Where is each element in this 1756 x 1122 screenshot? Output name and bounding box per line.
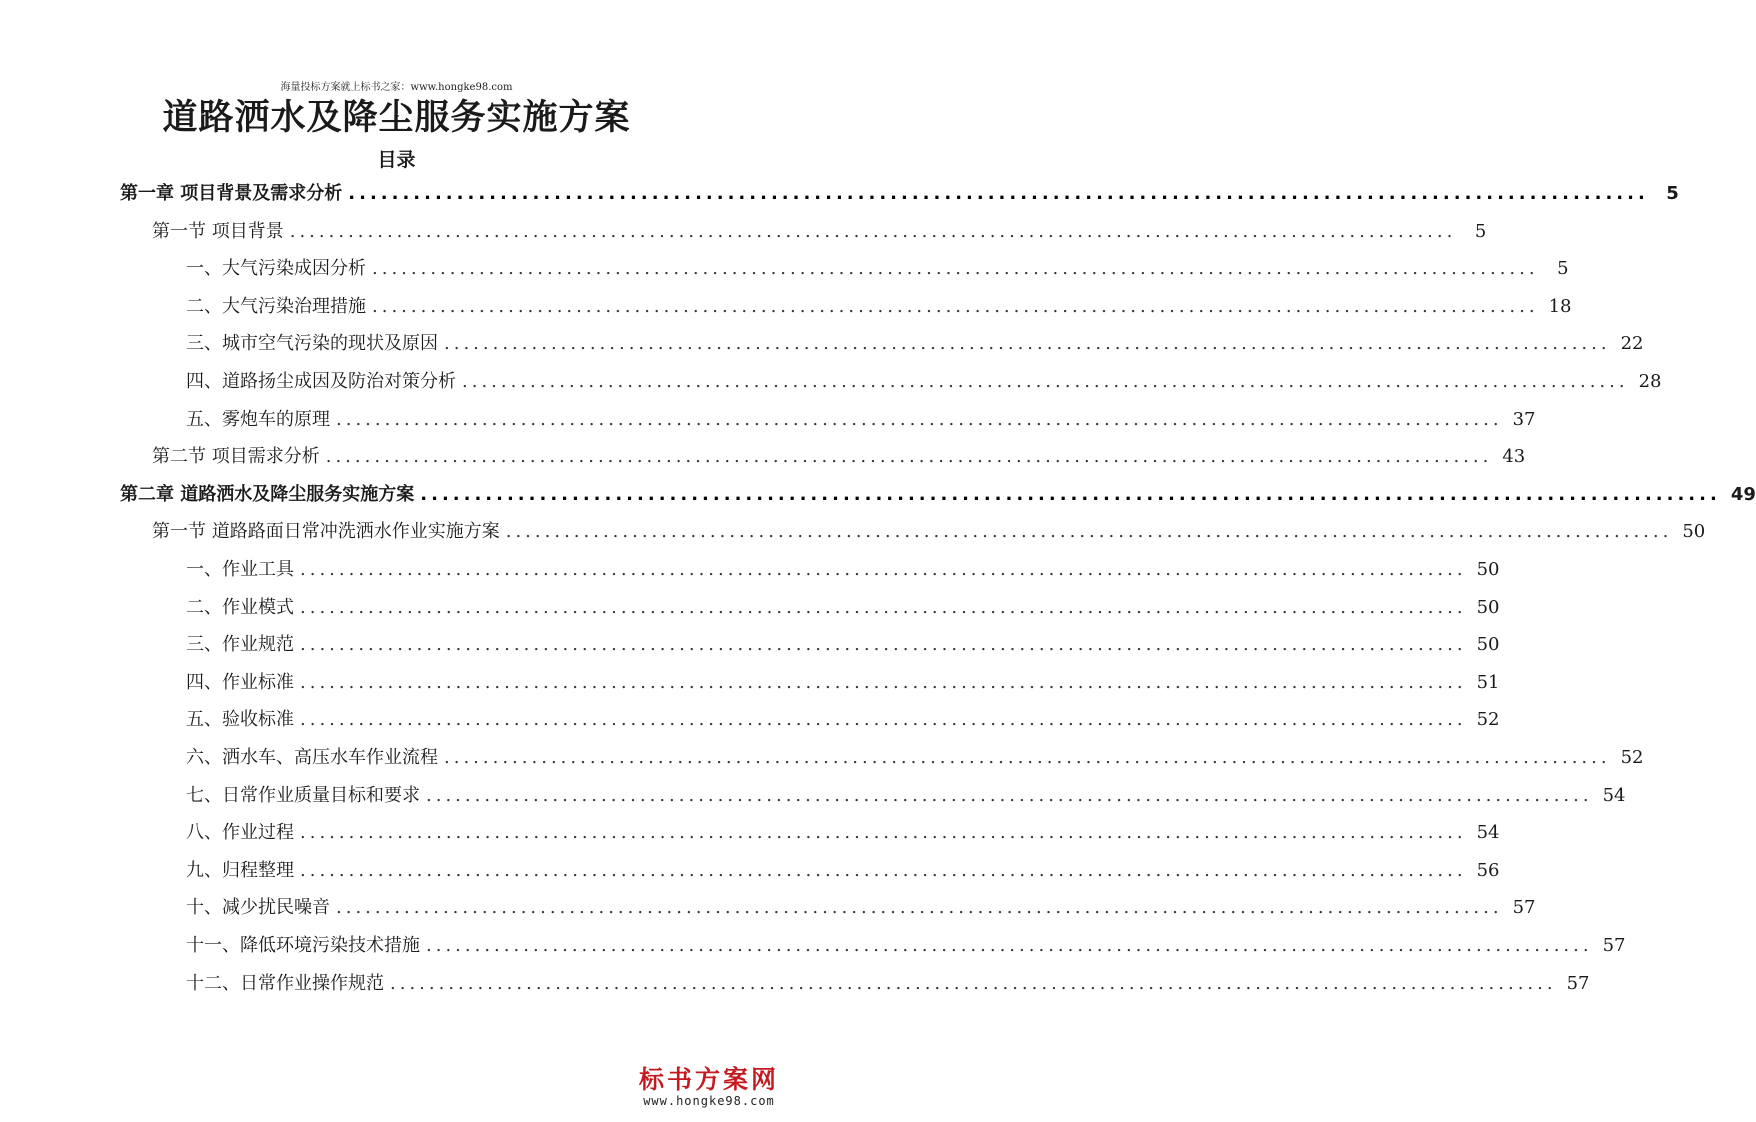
toc-entry-label: 一、大气污染成因分析 (186, 258, 366, 280)
toc-entry[interactable] (120, 175, 1679, 212)
toc-entry-page: 57 (1566, 972, 1590, 994)
toc-entry-page: 56 (1476, 859, 1500, 881)
toc-entry-page: 52 (1620, 747, 1644, 768)
toc-dot-leader: ........................................................................................................................ (300, 634, 1467, 656)
toc-entry[interactable] (186, 889, 1536, 926)
toc-entry-page: 49 (1730, 483, 1756, 505)
toc-entry-page: 50 (1476, 634, 1500, 656)
toc-entry-page: 57 (1512, 897, 1536, 919)
toc-entry[interactable] (186, 739, 1644, 776)
header-note: 海量投标方案就上标书之家：www.hongke98.com (280, 82, 513, 93)
toc-entry-label: 四、道路扬尘成因及防治对策分析 (186, 371, 456, 392)
toc-entry[interactable] (186, 551, 1500, 588)
toc-dot-leader: ........................................................................................................................ (420, 483, 1721, 505)
toc-entry[interactable] (186, 814, 1500, 851)
toc-entry[interactable] (186, 589, 1500, 626)
toc-entry-page: 5 (1666, 183, 1679, 204)
toc-dot-leader: ........................................................................................................................ (300, 709, 1467, 731)
toc-entry[interactable] (186, 288, 1572, 325)
toc-heading: 目录 (377, 149, 416, 171)
toc-entry-label: 五、雾炮车的原理 (186, 408, 330, 430)
watermark-url: www.hongke98.com (643, 1094, 775, 1108)
toc-entry-label: 第一节 项目背景 (152, 220, 284, 242)
toc-entry-label: 二、作业模式 (186, 596, 294, 618)
toc-dot-leader: ........................................................................................................................ (426, 935, 1593, 956)
toc-entry-page: 54 (1476, 822, 1500, 844)
watermark-brand: 标书方案网 (638, 1065, 779, 1094)
toc-entry[interactable] (152, 513, 1706, 550)
toc-entry[interactable] (152, 213, 1487, 250)
toc-dot-leader: ........................................................................................................................ (505, 521, 1673, 543)
toc-entry[interactable] (186, 363, 1662, 400)
toc-dot-leader: ........................................................................................................................ (372, 295, 1539, 317)
toc-entry-page: 57 (1602, 935, 1626, 956)
toc-dot-leader: ........................................................................................................................ (444, 333, 1611, 355)
toc-entry-page: 52 (1476, 709, 1500, 731)
toc-dot-leader: ........................................................................................................................ (426, 784, 1593, 806)
toc-entry[interactable] (186, 777, 1626, 814)
toc-entry-page: 37 (1512, 408, 1536, 430)
toc-entry-label: 七、日常作业质量目标和要求 (186, 784, 420, 806)
toc-entry-label: 三、作业规范 (186, 634, 294, 656)
toc-entry-page: 51 (1476, 671, 1500, 693)
toc-entry-label: 第二章 道路洒水及降尘服务实施方案 (120, 483, 415, 505)
toc-dot-leader: ........................................................................................................................ (336, 408, 1503, 430)
toc-entry[interactable] (186, 927, 1626, 964)
toc-dot-leader: ........................................................................................................................ (372, 258, 1539, 280)
toc-dot-leader: ........................................................................................................................ (300, 859, 1467, 881)
toc-entry-label: 五、验收标准 (186, 709, 294, 731)
toc-entry-label: 二、大气污染治理措施 (186, 295, 366, 317)
toc-dot-leader: ........................................................................................................................ (300, 596, 1467, 618)
watermark-logo (639, 1066, 779, 1108)
toc-entry-page: 22 (1620, 333, 1644, 355)
toc-entry[interactable] (186, 325, 1644, 362)
toc-entry-label: 四、作业标准 (186, 671, 294, 693)
toc-entry-label: 一、作业工具 (186, 559, 294, 580)
toc-entry-label: 第一章 项目背景及需求分析 (120, 183, 343, 204)
toc-entry-page: 54 (1602, 784, 1626, 806)
toc-entry-label: 十、减少扰民噪音 (186, 897, 330, 919)
toc-entry-label: 十二、日常作业操作规范 (186, 972, 384, 994)
toc-entry-page: 5 (1474, 220, 1487, 242)
toc-entry[interactable] (186, 401, 1536, 438)
toc-entry-page: 50 (1476, 596, 1500, 618)
toc-dot-leader: ........................................................................................................................ (348, 183, 1649, 204)
toc-dot-leader: ........................................................................................................................ (390, 972, 1557, 994)
toc-entry-page: 18 (1548, 295, 1572, 317)
toc-entry[interactable] (186, 250, 1569, 287)
toc-entry-page: 50 (1476, 559, 1500, 580)
toc-entry[interactable] (186, 965, 1590, 1002)
toc-dot-leader: ........................................................................................................................ (325, 446, 1493, 468)
toc-entry-label: 十一、降低环境污染技术措施 (186, 935, 420, 956)
toc-entry-label: 九、归程整理 (186, 859, 294, 881)
toc-entry[interactable] (152, 438, 1526, 475)
toc-entry-page: 28 (1638, 371, 1662, 392)
toc-entry-label: 第二节 项目需求分析 (152, 446, 320, 468)
toc-entry[interactable] (186, 664, 1500, 701)
toc-entry-label: 八、作业过程 (186, 822, 294, 844)
toc-entry[interactable] (186, 852, 1500, 889)
toc-dot-leader: ........................................................................................................................ (444, 747, 1611, 768)
toc-entry-label: 第一节 道路路面日常冲洗洒水作业实施方案 (152, 521, 500, 543)
toc-dot-leader: ........................................................................................................................ (300, 822, 1467, 844)
toc-dot-leader: ........................................................................................................................ (300, 671, 1467, 693)
toc-dot-leader: ........................................................................................................................ (300, 559, 1467, 580)
toc-entry-label: 三、城市空气污染的现状及原因 (186, 333, 438, 355)
toc-entry[interactable] (120, 476, 1756, 513)
toc-dot-leader: ........................................................................................................................ (336, 897, 1503, 919)
toc-entry-page: 5 (1557, 258, 1569, 280)
toc-dot-leader: ........................................................................................................................ (462, 371, 1629, 392)
toc-entry-label: 六、洒水车、高压水车作业流程 (186, 747, 438, 768)
toc-entry[interactable] (186, 626, 1500, 663)
toc-dot-leader: ........................................................................................................................ (289, 220, 1457, 242)
toc-entry-page: 50 (1682, 521, 1706, 543)
toc-entry-page: 43 (1502, 446, 1526, 468)
toc-entry[interactable] (186, 701, 1500, 738)
document-title: 道路洒水及降尘服务实施方案 (162, 97, 631, 138)
